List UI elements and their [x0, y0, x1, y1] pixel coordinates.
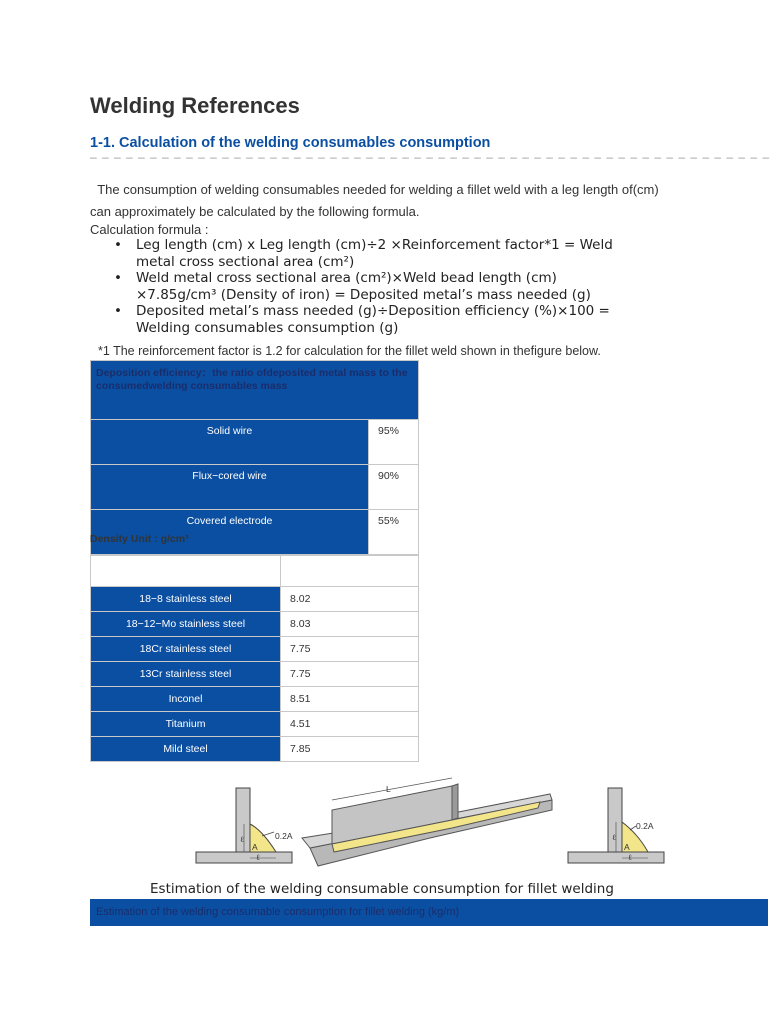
table-row	[91, 637, 419, 662]
table-cell-name: Flux−cored wire	[91, 465, 369, 510]
formula-item: • Weld metal cross sectional area (cm²)×Weld bead length (cm) ×7.85g/cm³ (Density of iron) = Deposited metal’s mass needed (g)	[114, 270, 591, 303]
table-row	[91, 612, 419, 637]
table-cell-value: 7.75	[281, 637, 419, 662]
right-base-leg-label: ℓ	[628, 853, 632, 862]
left-weld-section	[196, 788, 292, 863]
left-base-plate	[196, 852, 292, 863]
section-heading: 1-1. Calculation of the welding consumables consumption	[90, 135, 491, 151]
table-cell-value: 7.75	[281, 662, 419, 687]
table-cell-name: 18−8 stainless steel	[91, 587, 281, 612]
table-cell-name: 18Cr stainless steel	[91, 637, 281, 662]
table-row	[91, 510, 419, 555]
left-leg-label: ℓ	[240, 835, 244, 844]
perspective-weld-drawing	[302, 778, 552, 866]
formula-item: • Leg length (cm) x Leg length (cm)÷2 ×Reinforcement factor*1 = Weld metal cross sectional area (cm²)	[114, 237, 613, 270]
table-cell-name: 18−12−Mo stainless steel	[91, 612, 281, 637]
deposition-efficiency-table	[90, 360, 419, 555]
formula-list	[114, 237, 634, 336]
calculation-label: Calculation formula :	[90, 222, 209, 237]
table-row	[91, 687, 419, 712]
bullet: •	[114, 237, 122, 253]
left-a-label: A	[252, 842, 258, 852]
table-cell-name: Mild steel	[91, 737, 281, 762]
figure-caption: Estimation of the welding consumable consumption for fillet welding	[150, 881, 614, 897]
table-row	[91, 465, 419, 510]
intro-paragraph: The consumption of welding consumables needed for welding a fillet weld with a leg length of(cm) can approximately be calculated by the following formula.	[90, 182, 659, 219]
table-cell-value: 8.03	[281, 612, 419, 637]
table-cell-value: 7.85	[281, 737, 419, 762]
bullet: •	[114, 270, 122, 286]
table-cell-value: 8.02	[281, 587, 419, 612]
table-row	[91, 587, 419, 612]
length-label: L	[386, 784, 391, 794]
table-header-row	[91, 361, 419, 420]
page-title: Welding References	[90, 93, 300, 118]
right-reinforcement-label: 0.2A	[636, 821, 654, 831]
vertical-plate-edge	[452, 784, 458, 820]
table-row	[91, 662, 419, 687]
section-divider: – – – – – – – – – – – – – – – – – – – – – – – – – – – – – – – – – – – – – – – – – – – – – – – – – – – – – – – – –	[90, 150, 770, 164]
table-title-bar	[90, 899, 768, 926]
formula-item: • Deposited metal’s mass needed (g)÷Deposition efficiency (%)×100 = Welding consumables consumption (g)	[114, 303, 610, 336]
right-vertical-plate	[608, 788, 622, 852]
table-title: Estimation of the welding consumable consumption for fillet welding (kg/m)	[96, 906, 460, 918]
table-cell-name: Solid wire	[91, 420, 369, 465]
density-label: Density Unit : g/cm³	[90, 533, 189, 545]
table-row	[91, 737, 419, 762]
table-cell-name: Titanium	[91, 712, 281, 737]
right-leg-label: ℓ	[612, 833, 616, 842]
table-cell-blank	[281, 556, 419, 587]
right-a-label: A	[624, 842, 630, 852]
bullet: •	[114, 303, 122, 319]
table-cell-value: 95%	[369, 420, 419, 465]
fillet-weld-figure	[190, 778, 680, 873]
table-cell-value: 90%	[369, 465, 419, 510]
table-cell-value: 8.51	[281, 687, 419, 712]
table-row	[91, 712, 419, 737]
table-header-row	[91, 556, 419, 587]
left-reinforcement-label: 0.2A	[275, 831, 293, 841]
table-row	[91, 420, 419, 465]
right-base-plate	[568, 852, 664, 863]
table-cell-name: Covered electrode	[91, 510, 369, 555]
left-leader-line	[262, 832, 274, 836]
reinforcement-note: *1 The reinforcement factor is 1.2 for calculation for the fillet weld shown in thefigure below.	[98, 344, 601, 358]
table-cell-value: 55%	[369, 510, 419, 555]
table-cell-name: Inconel	[91, 687, 281, 712]
table-cell-blank	[91, 556, 281, 587]
table-cell-name: 13Cr stainless steel	[91, 662, 281, 687]
density-table	[90, 555, 419, 762]
left-base-leg-label: ℓ	[256, 853, 260, 862]
deposition-table-header: Deposition efficiency：the ratio ofdeposited metal mass to the consumedwelding consumables mass	[91, 361, 419, 420]
table-cell-value: 4.51	[281, 712, 419, 737]
